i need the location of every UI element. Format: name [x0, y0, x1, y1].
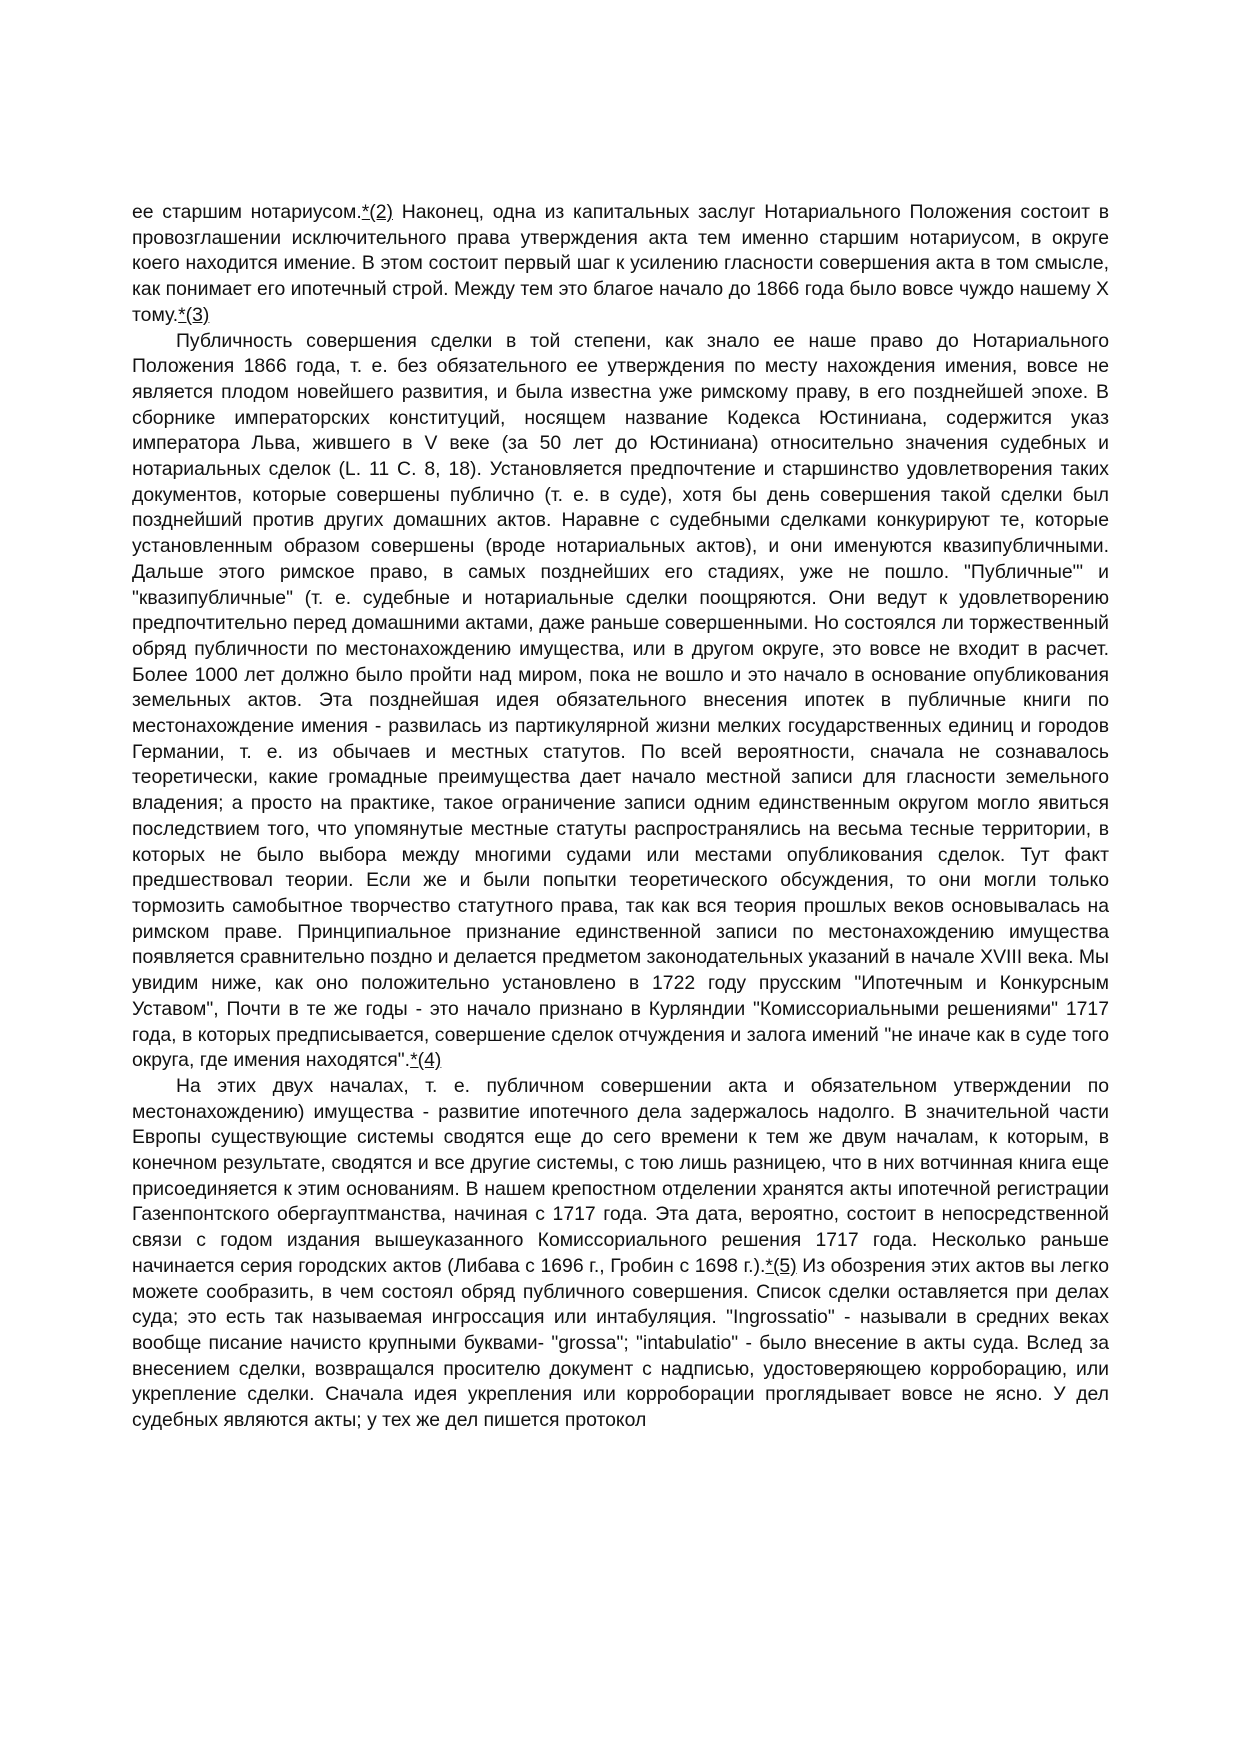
paragraph-text: На этих двух началах, т. е. публичном совершении акта и обязательном утверждении по местонахождению) имущества - развитие ипотечного дела задержалось надолго. В значительной части Европы существующие системы сводятся еще до сего времени к тем же двум началам, к которым, в конечном результате, сводятся и все другие системы, с тою лишь разницею, что в них вотчинная книга еще присоединяется к этим основаниям. В нашем крепостном отделении хранятся акты ипотечной регистрации Газенпонтского обергауптманства, начиная с 1717 года. Эта дата, вероятно, состоит в непосредственной связи с годом издания вышеуказанного Комиссориального решения 1717 года. Несколько раньше начинается серия городских актов (Либава с 1696 г., Гробин с 1698 г.). — [132, 1074, 1109, 1277]
paragraph-text: Публичность совершения сделки в той степени, как знало ее наше право до Нотариального Положения 1866 года, т. е. без обязательного ее утверждения по месту нахождения имения, вовсе не является плодом новейшего развития, и была известна уже римскому праву, в его позднейшей эпохе. В сборнике императорских конституций, носящем название Кодекса Юстиниана, содержится указ императора Льва, жившего в V веке (за 50 лет до Юстиниана) относительно значения судебных и нотариальных сделок (L. 11 С. 8, 18). Установляется предпочтение и старшинство удовлетворения таких документов, которые совершены публично (т. е. в суде), хотя бы день совершения такой сделки был позднейший против других домашних актов. Наравне с судебными сделками конкурируют те, которые установленным образом совершены (вроде нотариальных актов), и они именуются квазипубличными. Дальше этого римское право, в самых позднейших его стадиях, уже не пошло. "Публичные"' и "квазипубличные" (т. е. судебные и нотариальные сделки поощряются. Они ведут к удовлетворению предпочтительно перед домашними актами, даже раньше совершенными. Но состоялся ли торжественный обряд публичности по местонахождению имущества, или в другом округе, это вовсе не входит в расчет. Более 1000 лет должно было пройти над миром, пока не вошло и это начало в основание опубликования земельных актов. Эта позднейшая идея обязательного внесения ипотек в публичные книги по местонахождение имения - развилась из партикулярной жизни мелких государственных единиц и городов Германии, т. е. из обычаев и местных статутов. По всей вероятности, сначала не сознавалось теоретически, какие громадные преимущества дает начало местной записи для гласности земельного владения; а просто на практике, такое ограничение записи одним единственным округом могло явиться последствием того, что упомянутые местные статуты распространялись на весьма тесные территории, в которых не было выбора между многими судами или местами опубликования сделок. Тут факт предшествовал теории. Если же и были попытки теоретического обсуждения, то они могли только тормозить самобытное творчество статутного права, так как вся теория прошлых веков основывалась на римском праве. Принципиальное признание единственной записи по местонахождению имущества появляется сравнительно поздно и делается предметом законодательных указаний в начале XVIII века. Мы увидим ниже, как оно положительно установлено в 1722 году прусским "Ипотечным и Конкурсным Уставом", Почти в те же годы - это начало признано в Курляндии "Комиссориальными решениями" 1717 года, в которых предписывается, совершение сделок отчуждения и залога имений "не иначе как в суде того округа, где имения находятся". — [132, 329, 1109, 1072]
document-page — [132, 200, 1109, 1434]
paragraph-text: Наконец, одна из капитальных заслуг Нотариального Положения состоит в провозглашении исключительного права утверждения акта тем именно старшим нотариусом, в округе коего находится имение. В этом состоит первый шаг к усилению гласности совершения акта в том смысле, как понимает его ипотечный строй. Между тем это благое начало до 1866 года было вовсе чуждо нашему X тому. — [132, 201, 1110, 326]
paragraph — [132, 200, 1109, 329]
footnote-link[interactable]: *(4) — [410, 1049, 442, 1072]
footnote-link[interactable]: *(3) — [178, 303, 210, 326]
paragraph-text: Из обозрения этих актов вы легко можете сообразить, в чем состоял обряд публичного совершения. Список сделки оставляется при делах суда; это есть так называемая ингроссация или интабуляция. "Ingrossatio" - называли в средних веках вообще писание начисто крупными буквами- "grossa"; "intabulatio" - было внесение в акты суда. Вслед за внесением сделки, возвращался просителю документ с надписью, удостоверяющею корроборацию, или укрепление сделки. Сначала идея укрепления или корроборации проглядывает вовсе не ясно. У дел судебных являются акты; у тех же дел пишется протокол — [132, 1254, 1109, 1432]
paragraph-text: ее старшим нотариусом. — [132, 201, 362, 223]
paragraph — [132, 329, 1109, 1074]
footnote-link[interactable]: *(2) — [361, 201, 393, 223]
paragraph — [132, 1074, 1109, 1434]
footnote-link[interactable]: *(5) — [765, 1254, 797, 1277]
